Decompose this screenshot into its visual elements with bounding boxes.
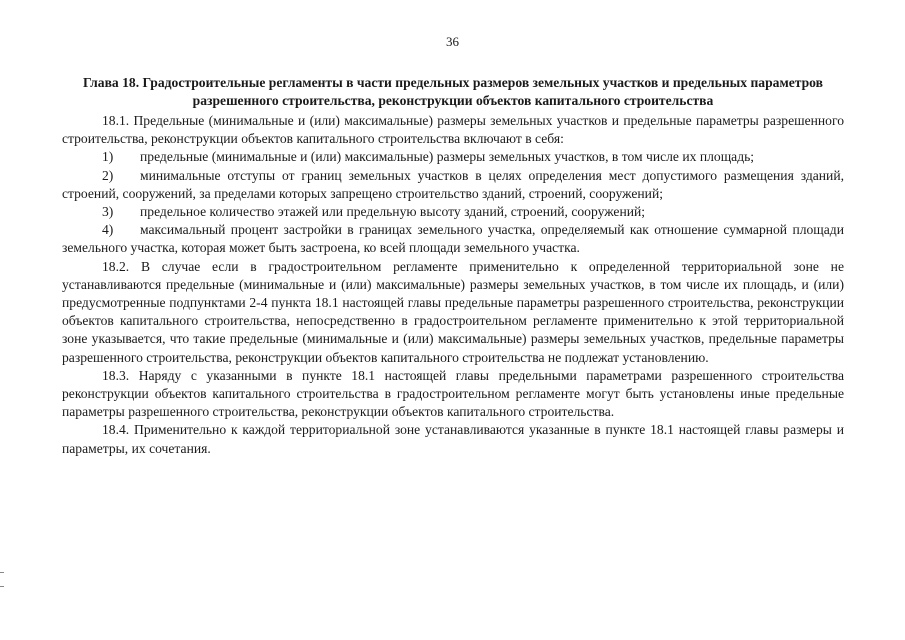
list-item-number: 1) [102, 149, 114, 165]
list-item-text: предельное количество этажей или предельную высоту зданий, строений, сооружений; [140, 204, 646, 220]
scan-edge-mark [0, 572, 4, 573]
chapter-title: Глава 18. Градостроительные регламенты в части предельных размеров земельных участков и предельных параметров разрешенного строительства, реконструкции объектов капитального строительства [83, 75, 823, 108]
list-item-text: минимальные отступы от границ земельных участков в целях определения мест допустимого размещения зданий, строений, сооружений, за пределами которых запрещено строительство зданий, строений, сооружений; [62, 167, 844, 201]
list-item-number: 4) [102, 222, 114, 238]
list-item-text: максимальный процент застройки в границах земельного участка, определяемый как отношение суммарной площади земельного участка, которая может быть застроена, ко всей площади земельного участка. [62, 222, 844, 256]
list-item-text: предельные (минимальные и (или) максимальные) размеры земельных участков, в том числе их площадь; [140, 149, 755, 165]
paragraph-18-2: 18.2. В случае если в градостроительном регламенте применительно к определенной территориальной зоне не устанавливаются предельные (минимальные и (или) максимальные) размеры земельных участков, в том числе их площадь, и (или) предусмотренные подпунктами 2-4 пункта 18.1 настоящей главы предельные параметры разрешенного строительства, реконструкции объектов капитального строительства, непосредственно в градостроительном регламенте применительно к этой территориальной зоне указывается, что такие предельные (минимальные и (или) максимальные) размеры земельных участков, предельные параметры разрешенного строительства, реконструкции объектов капитального строительства не подлежат установлению. [62, 258, 844, 365]
paragraph-18-1-intro: 18.1. Предельные (минимальные и (или) максимальные) размеры земельных участков и предельные параметры разрешенного строительства, реконструкции объектов капитального строительства включают в себя: [62, 113, 844, 147]
paragraph-18-4: 18.4. Применительно к каждой территориальной зоне устанавливаются указанные в пункте 18.1 настоящей главы размеры и параметры, их сочетания. [62, 422, 844, 456]
list-item-number: 3) [102, 204, 114, 220]
list-item-4 [62, 221, 844, 257]
list-item-number: 2) [102, 167, 114, 183]
page-number: 36 [446, 34, 459, 49]
document-body [62, 74, 844, 458]
paragraph-18-3: 18.3. Наряду с указанными в пункте 18.1 настоящей главы предельными параметрами разрешенного строительства реконструкции объектов капитального строительства в градостроительном регламенте могут быть установлены иные предельные параметры разрешенного строительства, реконструкции объектов капитального строительства. [62, 367, 844, 420]
list-item-1 [62, 148, 844, 166]
list-item-2 [62, 167, 844, 203]
list-item-3 [62, 203, 844, 221]
scan-edge-mark [0, 586, 4, 587]
